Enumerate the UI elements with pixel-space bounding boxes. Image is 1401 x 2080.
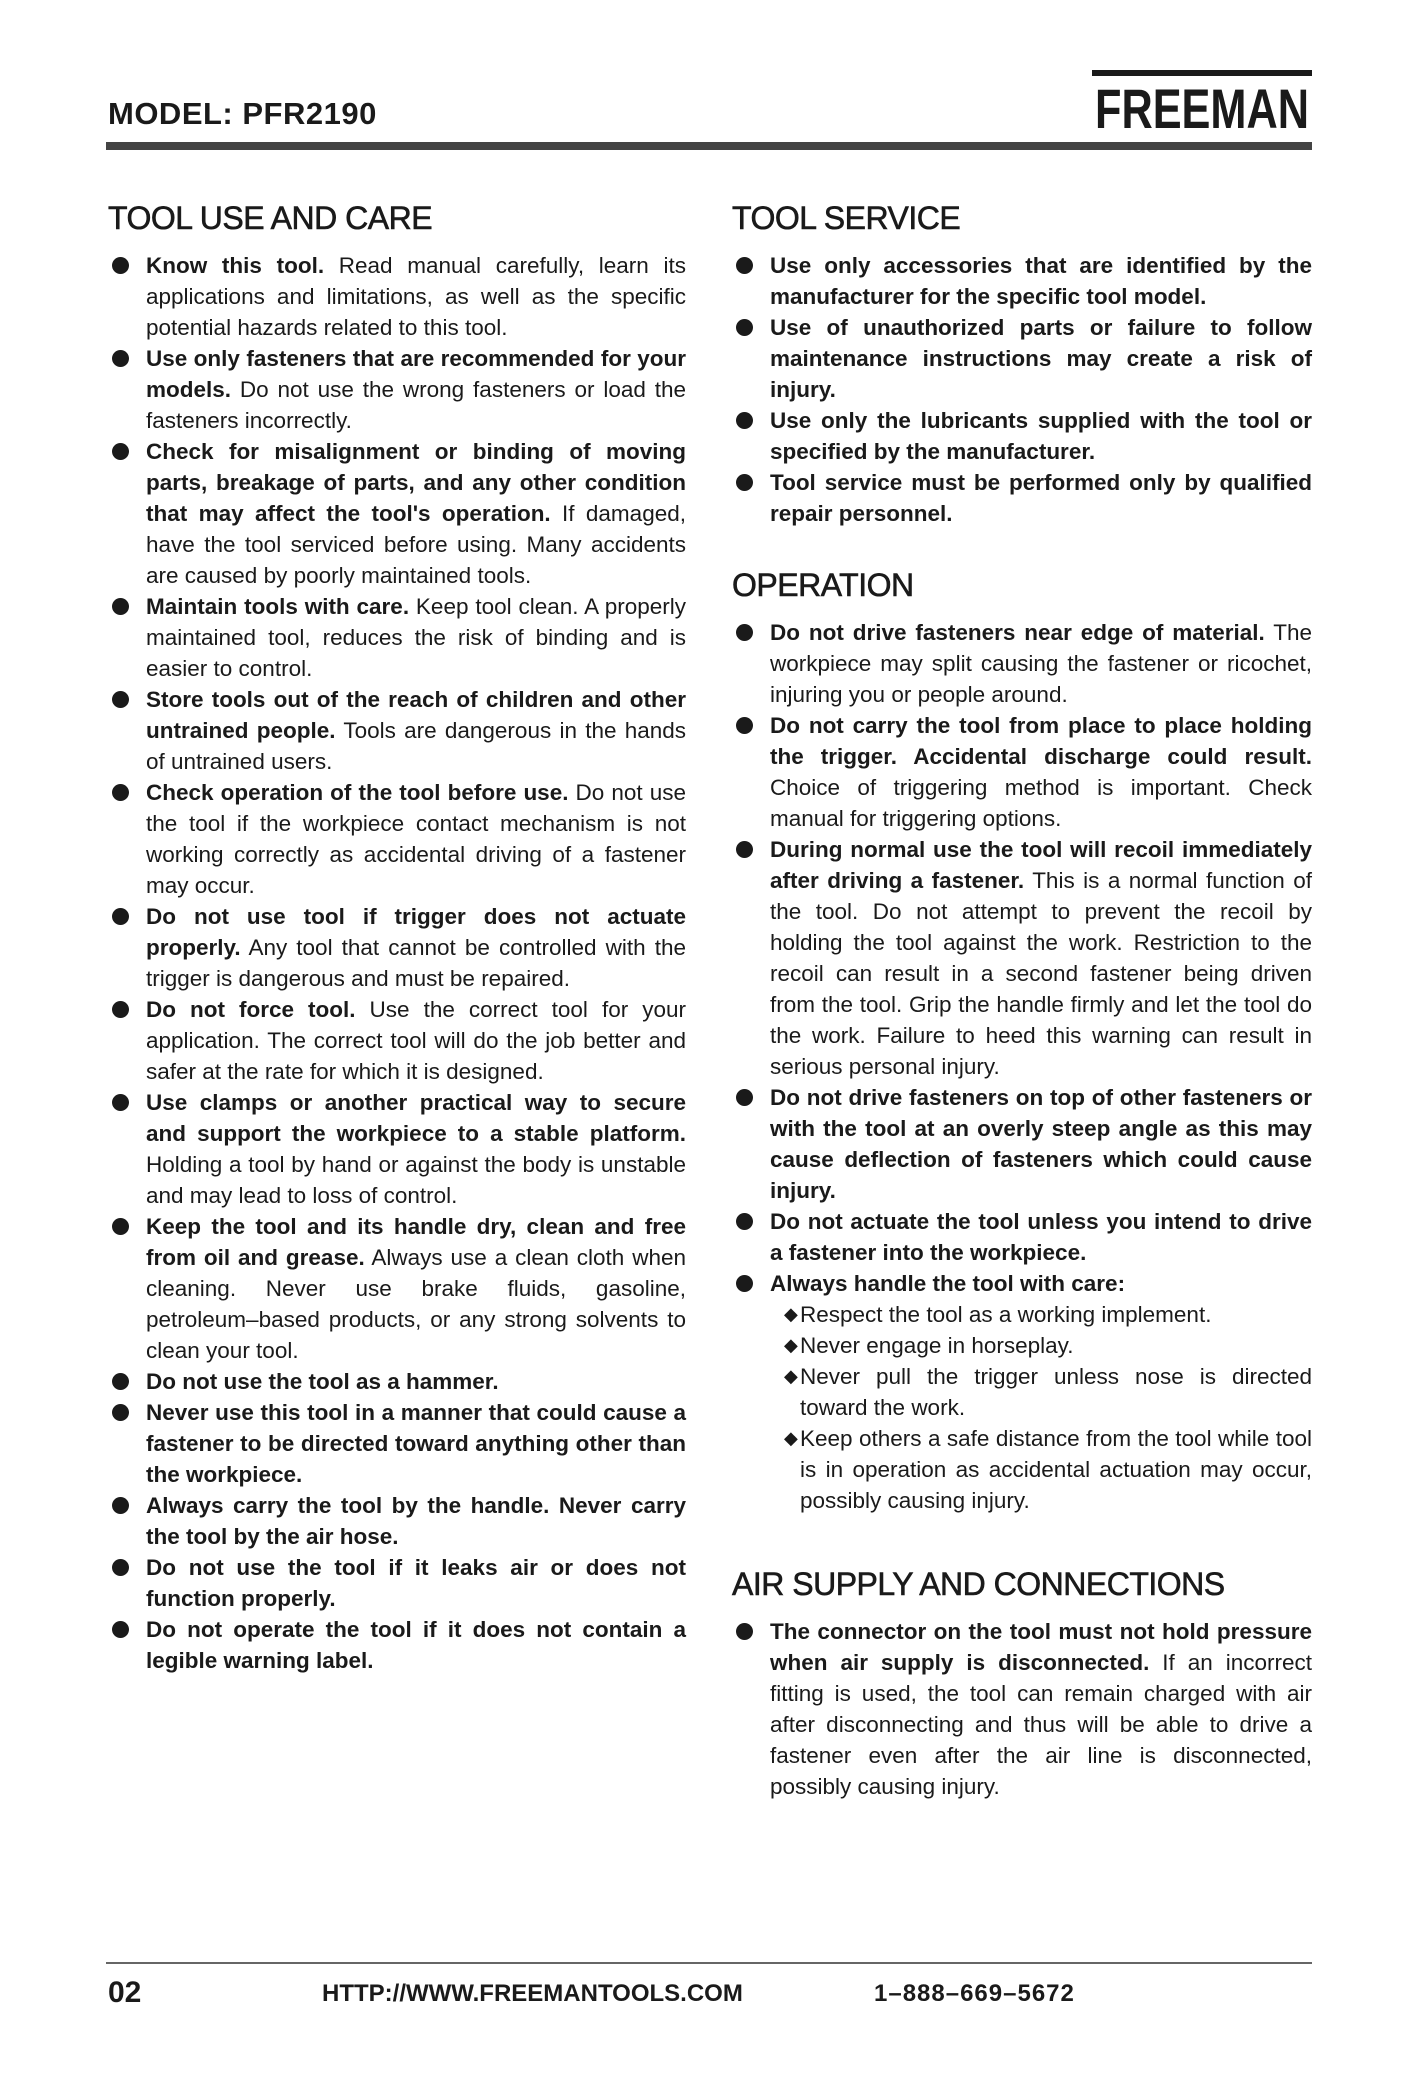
item-text: If an incorrect fitting is used, the tool can remain charged with air after disconnecting and thus will be able to drive a fastener even after the air line is disconnected, possibly causing injury. xyxy=(770,1650,1312,1799)
item-heading: Use clamps or another practical way to secure and support the workpiece to a stable platform. xyxy=(146,1090,686,1146)
list-item xyxy=(108,684,686,777)
bullet-icon xyxy=(736,1089,753,1106)
bullet-icon xyxy=(112,691,129,708)
item-heading: Do not use the tool if it leaks air or does not function properly. xyxy=(146,1555,686,1611)
list-item xyxy=(108,1211,686,1366)
page-number: 02 xyxy=(108,1976,142,2009)
bullet-icon xyxy=(736,319,753,336)
bullet-icon xyxy=(112,1001,129,1018)
header-rule xyxy=(106,142,1312,150)
tool-service-title: TOOL SERVICE xyxy=(732,200,961,236)
sub-list-item xyxy=(770,1330,1312,1361)
item-heading: Do not use tool if trigger does not actuate properly. xyxy=(146,904,686,960)
operation-title: OPERATION xyxy=(732,567,914,603)
sub-item-text: Never engage in horseplay. xyxy=(800,1333,1074,1358)
item-text: Do not use the wrong fasteners or load the fasteners incorrectly. xyxy=(146,377,686,433)
item-heading: Do not drive fasteners on top of other fasteners or with the tool at an overly steep angle as this may cause deflection of fasteners which could cause injury. xyxy=(770,1085,1312,1203)
sub-list-item xyxy=(770,1423,1312,1516)
list-item xyxy=(108,250,686,343)
item-heading: Use of unauthorized parts or failure to follow maintenance instructions may create a risk of injury. xyxy=(770,315,1312,402)
list-item xyxy=(732,1616,1312,1802)
list-item xyxy=(732,405,1312,467)
list-item xyxy=(732,834,1312,1082)
list-item xyxy=(732,1206,1312,1268)
item-text: Tools are dangerous in the hands of untrained users. xyxy=(146,718,687,774)
list-item xyxy=(732,250,1312,312)
item-text: Keep tool clean. A properly maintained tool, reduces the risk of binding and is easier to control. xyxy=(146,594,686,681)
bullet-icon xyxy=(112,1404,129,1421)
bullet-icon xyxy=(736,1623,753,1640)
item-text: This is a normal function of the tool. Do not attempt to prevent the recoil by holding the tool against the work. Restriction to the recoil can result in a second fastener being driven from the tool. Grip the handle firmly and let the tool do the work. Failure to heed this warning can result in serious personal injury. xyxy=(770,868,1312,1079)
operation-sublist xyxy=(732,1299,1312,1516)
item-text: Do not use the tool if the workpiece contact mechanism is not working correctly as accidental driving of a fastener may occur. xyxy=(146,780,686,898)
list-item xyxy=(108,1552,686,1614)
bullet-icon xyxy=(112,1218,129,1235)
air-supply-list xyxy=(732,1616,1312,1802)
sub-item-text: Keep others a safe distance from the tool while tool is in operation as accidental actuation may occur, possibly causing injury. xyxy=(800,1426,1312,1513)
item-heading: Store tools out of the reach of children and other untrained people. xyxy=(146,687,686,743)
model-number: MODEL: PFR2190 xyxy=(108,96,377,131)
sub-item-text: Never pull the trigger unless nose is directed toward the work. xyxy=(800,1364,1312,1420)
diamond-bullet-icon: ◆ xyxy=(784,1335,798,1355)
item-heading: Check operation of the tool before use. xyxy=(146,780,569,805)
item-heading: Use only fasteners that are recommended for your models. xyxy=(146,346,686,402)
bullet-icon xyxy=(736,474,753,491)
list-item xyxy=(108,436,686,591)
item-heading: Use only accessories that are identified by the manufacturer for the specific tool model. xyxy=(770,253,1312,309)
operation-list xyxy=(732,617,1312,1299)
right-column xyxy=(732,198,1312,1802)
item-text: If damaged, have the tool serviced before using. Many accidents are caused by poorly maintained tools. xyxy=(146,501,686,588)
list-item xyxy=(732,312,1312,405)
item-text: Read manual carefully, learn its applications and limitations, as well as the specific potential hazards related to this tool. xyxy=(146,253,686,340)
website-url[interactable]: HTTP://WWW.FREEMANTOOLS.COM xyxy=(322,1980,743,2007)
bullet-icon xyxy=(736,624,753,641)
bullet-icon xyxy=(736,1275,753,1292)
item-text: Holding a tool by hand or against the body is unstable and may lead to loss of control. xyxy=(146,1152,686,1208)
list-item xyxy=(108,777,686,901)
item-heading: During normal use the tool will recoil immediately after driving a fastener. xyxy=(770,837,1312,893)
item-heading: Tool service must be performed only by qualified repair personnel. xyxy=(770,470,1312,526)
list-item xyxy=(108,994,686,1087)
bullet-icon xyxy=(736,257,753,274)
bullet-icon xyxy=(112,1094,129,1111)
item-text: The workpiece may split causing the fastener or ricochet, injuring you or people around. xyxy=(770,620,1313,707)
list-item xyxy=(732,1082,1312,1206)
diamond-bullet-icon: ◆ xyxy=(784,1428,798,1448)
bullet-icon xyxy=(736,412,753,429)
bullet-icon xyxy=(736,717,753,734)
diamond-bullet-icon: ◆ xyxy=(784,1304,798,1324)
list-item xyxy=(732,617,1312,710)
bullet-icon xyxy=(736,841,753,858)
list-item xyxy=(108,1397,686,1490)
list-item xyxy=(108,1087,686,1211)
sub-list-item xyxy=(770,1299,1312,1330)
item-heading: Do not use the tool as a hammer. xyxy=(146,1369,499,1394)
bullet-icon xyxy=(736,1213,753,1230)
bullet-icon xyxy=(112,784,129,801)
brand-logo-text: FREEMAN xyxy=(1095,77,1309,140)
list-item xyxy=(732,1268,1312,1299)
list-item xyxy=(108,1490,686,1552)
item-heading: Maintain tools with care. xyxy=(146,594,410,619)
bullet-icon xyxy=(112,908,129,925)
tool-use-list xyxy=(108,250,686,1676)
bullet-icon xyxy=(112,1373,129,1390)
item-heading: Know this tool. xyxy=(146,253,325,278)
sub-item-text: Respect the tool as a working implement. xyxy=(800,1302,1212,1327)
bullet-icon xyxy=(112,350,129,367)
list-item xyxy=(108,901,686,994)
item-heading: Do not operate the tool if it does not contain a legible warning label. xyxy=(146,1617,686,1673)
item-heading: Never use this tool in a manner that could cause a fastener to be directed toward anything other than the workpiece. xyxy=(146,1400,686,1487)
item-heading: Keep the tool and its handle dry, clean and free from oil and grease. xyxy=(146,1214,686,1270)
bullet-icon xyxy=(112,1497,129,1514)
bullet-icon xyxy=(112,598,129,615)
list-item xyxy=(108,591,686,684)
list-item xyxy=(732,467,1312,529)
item-heading: Do not drive fasteners near edge of material. xyxy=(770,620,1265,645)
item-heading: Do not actuate the tool unless you intend to drive a fastener into the workpiece. xyxy=(770,1209,1312,1265)
list-item xyxy=(108,1366,686,1397)
freeman-logo xyxy=(1092,68,1312,140)
item-heading: Always carry the tool by the handle. Never carry the tool by the air hose. xyxy=(146,1493,686,1549)
item-text: Any tool that cannot be controlled with the trigger is dangerous and must be repaired. xyxy=(146,935,686,991)
item-heading: Check for misalignment or binding of moving parts, breakage of parts, and any other condition that may affect the tool's operation. xyxy=(146,439,686,526)
item-heading: The connector on the tool must not hold pressure when air supply is disconnected. xyxy=(770,1619,1312,1675)
tool-service-list xyxy=(732,250,1312,529)
diamond-bullet-icon: ◆ xyxy=(784,1366,798,1386)
list-item xyxy=(108,1614,686,1676)
footer-rule xyxy=(106,1962,1312,1964)
sub-list-item xyxy=(770,1361,1312,1423)
item-heading: Use only the lubricants supplied with the tool or specified by the manufacturer. xyxy=(770,408,1312,464)
bullet-icon xyxy=(112,1559,129,1576)
phone-number: 1–888–669–5672 xyxy=(874,1980,1075,2007)
bullet-icon xyxy=(112,1621,129,1638)
air-supply-title: AIR SUPPLY AND CONNECTIONS xyxy=(732,1566,1225,1602)
list-item xyxy=(732,710,1312,834)
item-text: Use the correct tool for your application. The correct tool will do the job better and safer at the rate for which it is designed. xyxy=(146,997,686,1084)
tool-use-title: TOOL USE AND CARE xyxy=(108,200,433,236)
item-text: Choice of triggering method is important. Check manual for triggering options. xyxy=(770,775,1312,831)
bullet-icon xyxy=(112,257,129,274)
bullet-icon xyxy=(112,443,129,460)
list-item xyxy=(108,343,686,436)
left-column xyxy=(108,198,686,1676)
item-heading: Always handle the tool with care: xyxy=(770,1271,1126,1296)
item-heading: Do not force tool. xyxy=(146,997,356,1022)
item-heading: Do not carry the tool from place to place holding the trigger. Accidental discharge could result. xyxy=(770,713,1312,769)
item-text: Always use a clean cloth when cleaning. Never use brake fluids, gasoline, petroleum–based products, or any strong solvents to clean your tool. xyxy=(146,1245,686,1363)
